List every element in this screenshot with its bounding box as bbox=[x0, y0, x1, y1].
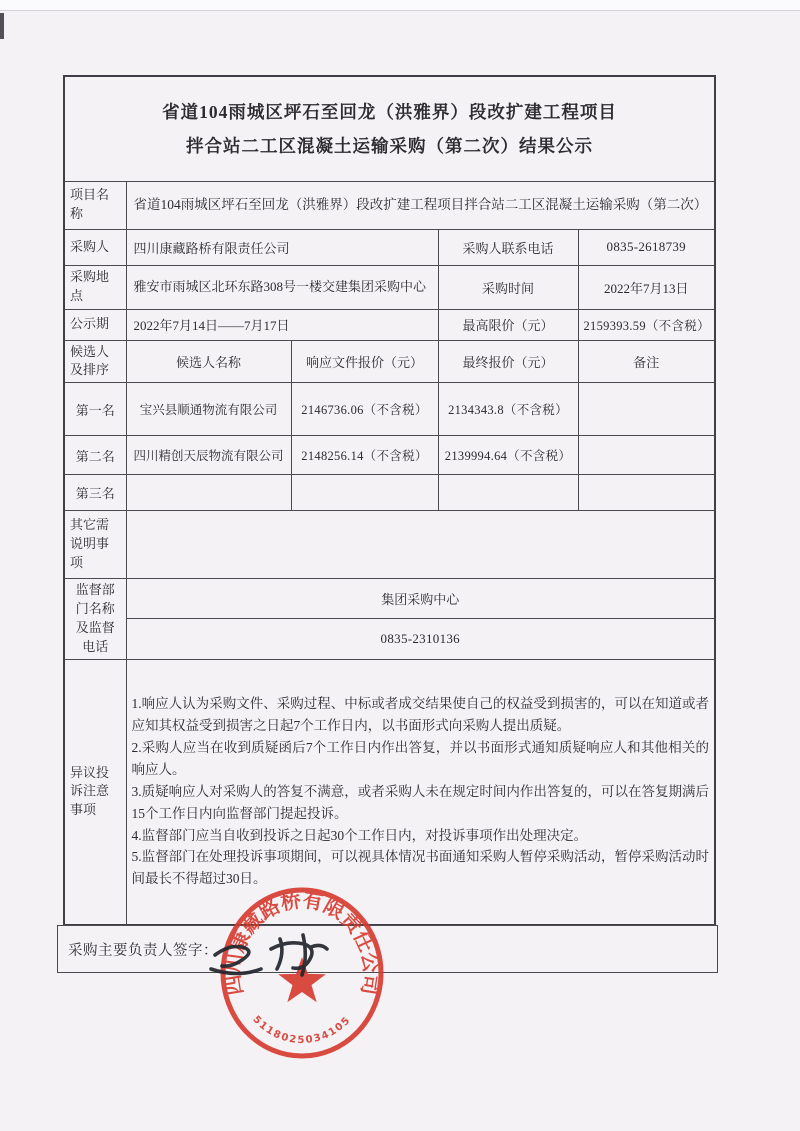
handwritten-signature bbox=[205, 925, 345, 985]
supervision-name-value: 集团采购中心 bbox=[126, 579, 715, 619]
project-name-label: 项目名称 bbox=[64, 181, 126, 229]
max-price-label: 最高限价（元） bbox=[438, 309, 578, 340]
candidates-rank-header: 候选人及排序 bbox=[64, 340, 126, 383]
supervision-label: 监督部门名称及监督电话 bbox=[64, 579, 126, 659]
supervision-phone-value: 0835-2310136 bbox=[126, 619, 715, 659]
other-notes-label: 其它需说明事项 bbox=[64, 511, 126, 579]
candidate-rank: 第一名 bbox=[64, 383, 126, 436]
purchaser-label: 采购人 bbox=[64, 229, 126, 265]
time-value: 2022年7月13日 bbox=[578, 265, 715, 309]
candidate-row-1 bbox=[64, 383, 715, 436]
paper-top-edge bbox=[0, 0, 800, 11]
candidate-rank: 第二名 bbox=[64, 436, 126, 475]
candidate-remark bbox=[578, 436, 715, 475]
document-title-line1: 省道104雨城区坪石至回龙（洪雅界）段改扩建工程项目 bbox=[162, 101, 617, 122]
objection-item: 2.采购人应当在收到质疑函后7个工作日内作出答复，并以书面形式通知质疑响应人和其他相关的响应人。 bbox=[131, 740, 710, 778]
candidate-remark bbox=[578, 383, 715, 436]
candidate-bid bbox=[291, 475, 438, 511]
location-label: 采购地点 bbox=[64, 265, 126, 309]
purchaser-phone-label: 采购人联系电话 bbox=[438, 229, 578, 265]
candidate-name: 四川精创天辰物流有限公司 bbox=[126, 436, 291, 475]
purchaser-phone-value: 0835-2618739 bbox=[578, 229, 715, 265]
objection-content bbox=[126, 659, 715, 925]
document-title-line2: 拌合站二工区混凝土运输采购（第二次）结果公示 bbox=[186, 135, 594, 156]
candidate-name bbox=[126, 475, 291, 511]
candidate-name: 宝兴县顺通物流有限公司 bbox=[126, 383, 291, 436]
objection-label: 异议投诉注意事项 bbox=[64, 659, 126, 925]
candidates-bid-header: 响应文件报价（元） bbox=[291, 340, 438, 383]
max-price-value: 2159393.59（不含税） bbox=[578, 309, 715, 340]
scan-edge-artifact bbox=[0, 13, 4, 39]
objection-item: 3.质疑响应人对采购人的答复不满意，或者采购人未在规定时间内作出答复的，可以在答复期满后15个工作日内向监督部门提起投诉。 bbox=[131, 783, 710, 821]
other-notes-value bbox=[126, 511, 715, 579]
seal-registration-number: 5118025034105 bbox=[250, 1014, 354, 1047]
seal-company-name: 四川康藏路桥有限责任公司 bbox=[220, 887, 384, 998]
candidate-rank: 第三名 bbox=[64, 475, 126, 511]
candidates-name-header: 候选人名称 bbox=[126, 340, 291, 383]
candidates-remark-header: 备注 bbox=[578, 340, 715, 383]
objection-item: 1.响应人认为采购文件、采购过程、中标或者成交结果使自己的权益受到损害的，可以在知道或者应知其权益受到损害之日起7个工作日内，以书面形式向采购人提出质疑。 bbox=[131, 696, 710, 734]
candidate-final bbox=[438, 475, 578, 511]
project-name-value: 省道104雨城区坪石至回龙（洪雅界）段改扩建工程项目拌合站二工区混凝土运输采购（第二次） bbox=[126, 181, 715, 229]
publicity-label: 公示期 bbox=[64, 309, 126, 340]
document-title-cell bbox=[64, 76, 715, 181]
purchaser-value: 四川康藏路桥有限责任公司 bbox=[126, 229, 438, 265]
signature-label: 采购主要负责人签字： bbox=[68, 942, 218, 959]
time-label: 采购时间 bbox=[438, 265, 578, 309]
announcement-table bbox=[63, 75, 716, 926]
candidate-final: 2139994.64（不含税） bbox=[438, 436, 578, 475]
candidate-row-3 bbox=[64, 475, 715, 511]
candidate-row-2 bbox=[64, 436, 715, 475]
candidate-bid: 2148256.14（不含税） bbox=[291, 436, 438, 475]
candidates-final-header: 最终报价（元） bbox=[438, 340, 578, 383]
candidate-bid: 2146736.06（不含税） bbox=[291, 383, 438, 436]
signature-box bbox=[57, 925, 718, 973]
location-value: 雅安市雨城区北环东路308号一楼交建集团采购中心 bbox=[126, 265, 438, 309]
publicity-value: 2022年7月14日——7月17日 bbox=[126, 309, 438, 340]
objection-item: 4.监督部门应当自收到投诉之日起30个工作日内，对投诉事项作出处理决定。 bbox=[131, 827, 588, 843]
candidate-final: 2134343.8（不含税） bbox=[438, 383, 578, 436]
objection-item: 5.监督部门在处理投诉事项期间，可以视具体情况书面通知采购人暂停采购活动，暂停采购活动时间最长不得超过30日。 bbox=[131, 849, 710, 887]
candidate-remark bbox=[578, 475, 715, 511]
